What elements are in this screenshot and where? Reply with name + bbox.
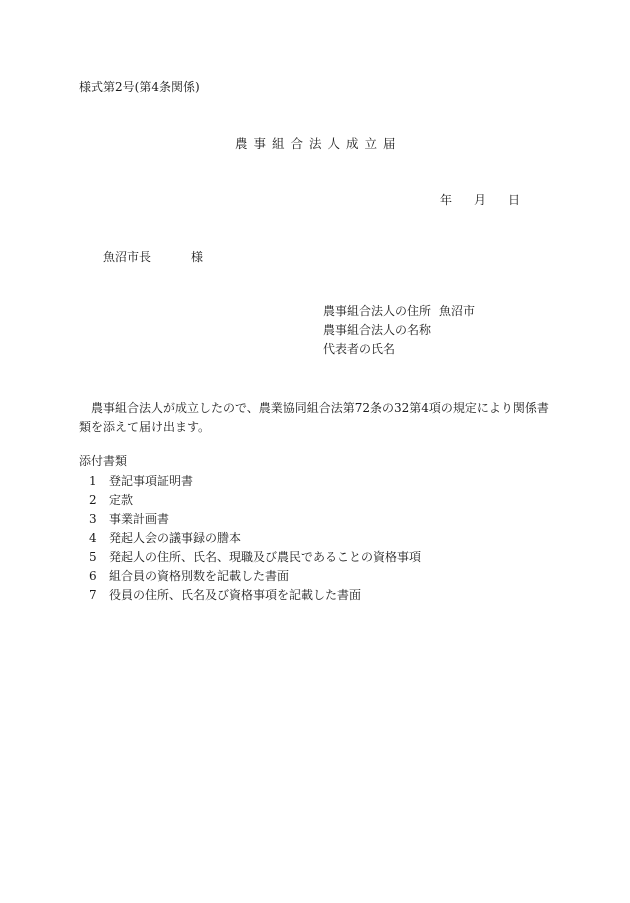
- applicant-address-value: 魚沼市: [439, 304, 476, 318]
- list-item-text: 役員の住所、氏名及び資格事項を記載した書面: [109, 588, 362, 602]
- list-item-text: 登記事項証明書: [109, 474, 194, 488]
- applicant-block: [323, 305, 475, 362]
- document-title: 農事組合法人成立届: [235, 136, 402, 151]
- list-item-text: 発起人の住所、氏名、現職及び農民であることの資格事項: [109, 550, 422, 564]
- attachments-list: [79, 475, 421, 608]
- list-item-number: 5: [89, 550, 97, 564]
- list-item-text: 組合員の資格別数を記載した書面: [109, 569, 290, 583]
- applicant-address-label: 農事組合法人の住所: [323, 304, 432, 318]
- attachments-heading: 添付書類: [79, 454, 128, 468]
- list-item: [79, 475, 421, 494]
- list-item: [79, 532, 421, 551]
- addressee-name: 魚沼市長: [103, 250, 152, 264]
- body-text: 農事組合法人が成立したので、農業協同組合法第72条の32第4項の規定により関係書類を添えて届け出ます。: [79, 401, 549, 434]
- date-month-label: 月: [474, 193, 487, 207]
- list-item: [79, 589, 421, 608]
- list-item: [79, 494, 421, 513]
- addressee: [103, 251, 203, 263]
- list-item-number: 4: [89, 531, 97, 545]
- attachments-section: [79, 455, 421, 608]
- date-year-label: 年: [440, 193, 453, 207]
- applicant-name-label: 農事組合法人の名称: [323, 323, 432, 337]
- list-item-number: 1: [89, 474, 97, 488]
- date-day-label: 日: [508, 193, 521, 207]
- list-item-text: 事業計画書: [109, 512, 170, 526]
- list-item-number: 2: [89, 493, 97, 507]
- list-item-text: 定款: [109, 493, 134, 507]
- applicant-address-row: [323, 305, 475, 324]
- list-item-number: 6: [89, 569, 97, 583]
- addressee-honorific: 様: [191, 250, 204, 264]
- list-item: [79, 551, 421, 570]
- form-number: 様式第2号(第4条関係): [79, 80, 200, 94]
- list-item-number: 3: [89, 512, 97, 526]
- representative-name-label: 代表者の氏名: [323, 342, 396, 356]
- list-item: [79, 570, 421, 589]
- date-line: [440, 194, 520, 206]
- list-item-number: 7: [89, 588, 97, 602]
- list-item: [79, 513, 421, 532]
- list-item-text: 発起人会の議事録の謄本: [109, 531, 242, 545]
- body-paragraph: [79, 399, 559, 437]
